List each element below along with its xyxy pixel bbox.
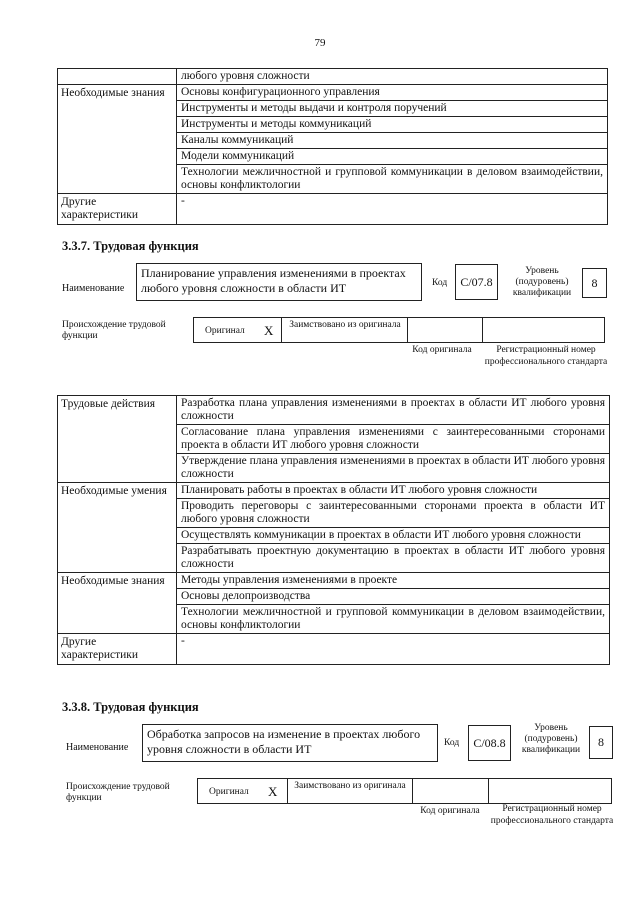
row-item: Методы управления изменениями в проекте [177,573,610,589]
level-value-338: 8 [589,726,613,759]
row-label: Другие характеристики [58,194,177,225]
row-item: Модели коммуникаций [177,149,608,165]
row-item: Основы конфигурационного управления [177,85,608,101]
function-name-box-337: Планирование управления изменениями в проектах любого уровня сложности в области ИТ [136,263,422,301]
divider [488,779,489,803]
divider [482,318,483,342]
row-item: Технологии межличностной и групповой коммуникации в деловом взаимодействии, основы конфликтологии [177,165,608,194]
row-label: Другие характеристики [58,634,177,665]
origin-grid-337 [193,317,605,343]
page-number: 79 [314,37,326,49]
row-label: Необходимые знания [58,573,177,634]
function-name-box-338: Обработка запросов на изменение в проектах любого уровня сложности в области ИТ [142,724,438,762]
reg-number-label-337: Регистрационный номер профессионального стандарта [484,345,608,367]
level-label-337: Уровень (подуровень) квалификации [512,266,572,298]
section-heading-338: 3.3.8. Трудовая функция [62,700,199,714]
row-item: Разработка плана управления изменениями в проектах в области ИТ любого уровня сложности [177,396,610,425]
reg-number-label-338: Регистрационный номер профессионального стандарта [490,804,614,826]
row-label [58,69,177,85]
original-label-338: Оригинал [209,787,249,797]
row-label: Необходимые умения [58,483,177,573]
row-item: - [177,194,608,225]
name-label-337: Наименование [62,283,125,294]
table-row [58,69,608,85]
section-heading-337: 3.3.7. Трудовая функция [62,239,199,253]
row-item: Инструменты и методы коммуникаций [177,117,608,133]
borrowed-label-337: Заимствовано из оригинала [289,320,401,330]
code-value-337: С/07.8 [455,264,498,300]
row-item: Осуществлять коммуникации в проектах в области ИТ любого уровня сложности [177,528,610,544]
code-label-338: Код [444,738,460,748]
row-label: Необходимые знания [58,85,177,194]
table-row [58,85,608,101]
origin-label-338: Происхождение трудовой функции [66,782,170,803]
table-row [58,194,608,225]
level-value-337: 8 [582,268,607,298]
row-label: Трудовые действия [58,396,177,483]
requirements-table-continued [57,68,608,225]
row-item: Проводить переговоры с заинтересованными сторонами проекта в области ИТ любого уровня сложности [177,499,610,528]
divider [412,779,413,803]
row-item: Планировать работы в проектах в области ИТ любого уровня сложности [177,483,610,499]
code-label-337: Код [432,278,448,288]
row-item: любого уровня сложности [177,69,608,85]
row-item: Технологии межличностной и групповой коммуникации в деловом взаимодействии, основы конфликтологии [177,605,610,634]
row-item: Утверждение плана управления изменениями в проектах в области ИТ любого уровня сложности [177,454,610,483]
row-item: Каналы коммуникаций [177,133,608,149]
row-item: Разрабатывать проектную документацию в проектах в области ИТ любого уровня сложности [177,544,610,573]
code-original-label-337: Код оригинала [412,345,472,355]
original-label-337: Оригинал [205,326,245,336]
row-item: - [177,634,610,665]
row-item: Согласование плана управления изменениями с заинтересованными сторонами проекта в области ИТ любого уровня сложности [177,425,610,454]
table-row [58,573,610,589]
origin-label-337: Происхождение трудовой функции [62,320,166,341]
code-value-338: С/08.8 [468,725,511,761]
name-label-338: Наименование [66,742,129,753]
table-row [58,396,610,425]
row-item: Инструменты и методы выдачи и контроля поручений [177,101,608,117]
table-row [58,634,610,665]
level-label-338: Уровень (подуровень) квалификации [521,723,581,755]
row-item: Основы делопроизводства [177,589,610,605]
table-row [58,483,610,499]
original-mark-338: X [268,784,278,799]
borrowed-label-338: Заимствовано из оригинала [294,781,406,791]
original-mark-337: X [264,323,274,338]
code-original-label-338: Код оригинала [420,806,480,816]
requirements-table-337 [57,395,610,665]
divider [407,318,408,342]
origin-grid-338 [197,778,612,804]
